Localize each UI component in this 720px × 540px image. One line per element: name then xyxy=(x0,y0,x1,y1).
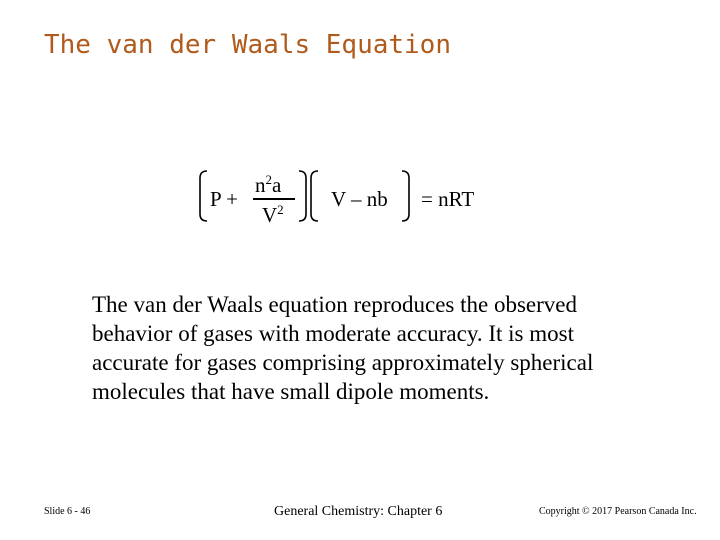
numerator-a: a xyxy=(272,173,282,197)
fraction-numerator xyxy=(255,173,281,196)
fraction-denominator xyxy=(262,203,284,226)
slide-number: Slide 6 - 46 xyxy=(44,506,91,517)
right-bracket-open xyxy=(309,170,319,222)
numerator-exponent: 2 xyxy=(265,172,272,187)
left-bracket-close xyxy=(298,170,308,222)
left-bracket-open xyxy=(198,170,208,222)
van-der-waals-equation xyxy=(0,0,720,260)
body-paragraph: The van der Waals equation reproduces the observed behavior of gases with moderate accuracy. It is most accurate for gases comprising approximately spherical molecules that have small dipole moments. xyxy=(92,292,594,404)
numerator-n: n xyxy=(255,173,266,197)
volume-term: V – nb xyxy=(331,187,388,211)
denominator-exponent: 2 xyxy=(277,202,284,217)
footer-chapter: General Chemistry: Chapter 6 xyxy=(274,504,443,519)
pressure-term: P + xyxy=(210,187,238,211)
footer-copyright: Copyright © 2017 Pearson Canada Inc. xyxy=(539,506,697,517)
right-bracket-close xyxy=(401,170,411,222)
fraction-bar xyxy=(253,198,295,200)
equation-rhs: = nRT xyxy=(421,187,475,211)
denominator-v: V xyxy=(262,203,278,227)
slide-title: The van der Waals Equation xyxy=(44,30,451,60)
